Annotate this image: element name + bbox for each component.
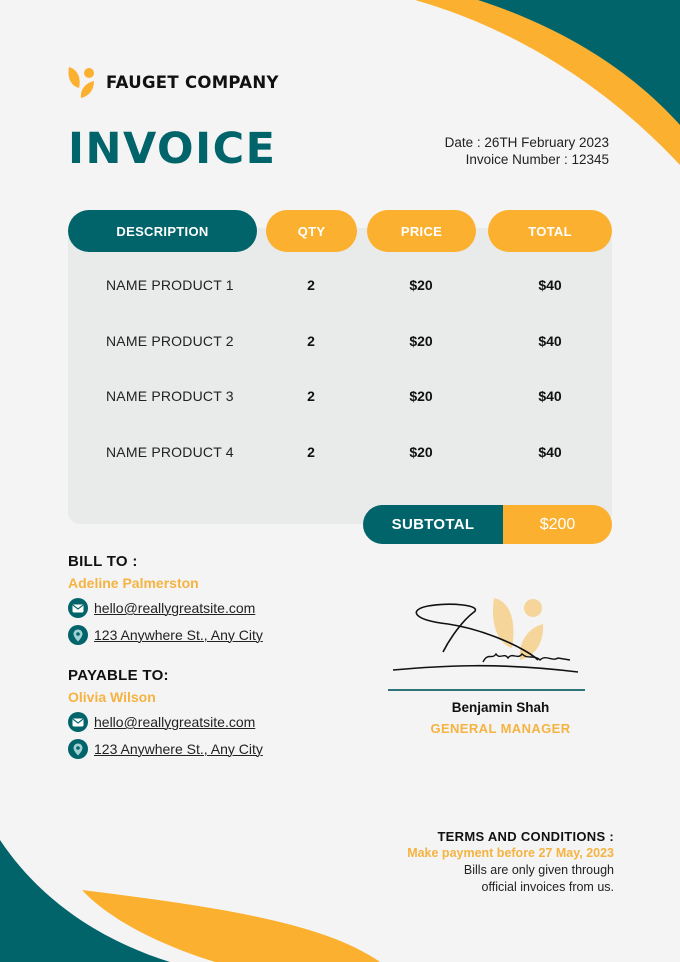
subtotal-bar [363,505,612,544]
payable-to-heading: PAYABLE TO: [68,667,169,684]
cell-total: $40 [538,388,562,404]
invoice-date: Date : 26TH February 2023 [444,135,609,150]
bill-to-address-link[interactable]: 123 Anywhere St., Any City [94,627,263,643]
payable-to-email-line [68,712,263,732]
payable-to-name: Olivia Wilson [68,689,156,705]
bill-to-email-link[interactable]: hello@reallygreatsite.com [94,600,256,616]
cell-price: $20 [409,277,433,293]
location-pin-icon [68,625,88,645]
subtotal-label: SUBTOTAL [363,505,503,544]
subtotal-value: $200 [503,505,612,544]
column-header-total: TOTAL [488,210,612,252]
bill-to-address-line [68,625,263,645]
payable-to-address-line [68,739,263,759]
cell-total: $40 [538,333,562,349]
signer-role: GENERAL MANAGER [430,721,571,736]
cell-qty: 2 [307,333,315,349]
terms-highlight: Make payment before 27 May, 2023 [407,846,614,860]
invoice-number: Invoice Number : 12345 [465,152,609,167]
cell-price: $20 [409,388,433,404]
signer-block [388,700,613,736]
terms-heading: TERMS AND CONDITIONS : [437,829,614,844]
cell-qty: 2 [307,444,315,460]
items-table-panel [68,228,612,524]
signature-line [388,689,585,691]
company-logo [67,66,279,98]
terms-line-1: Bills are only given through [463,863,614,877]
table-row [68,388,612,408]
cell-qty: 2 [307,277,315,293]
cell-qty: 2 [307,388,315,404]
location-pin-icon [68,739,88,759]
company-name: FAUGET COMPANY [106,72,279,92]
payable-to-address-link[interactable]: 123 Anywhere St., Any City [94,741,263,757]
cell-description: NAME PRODUCT 4 [106,444,234,460]
cell-total: $40 [538,444,562,460]
invoice-meta [445,134,609,168]
column-header-qty: QTY [266,210,357,252]
table-row [68,277,612,297]
cell-price: $20 [409,333,433,349]
table-row [68,444,612,464]
cell-description: NAME PRODUCT 2 [106,333,234,349]
terms-section [407,828,614,896]
leaf-logo-icon [67,66,96,98]
table-row [68,333,612,353]
column-header-price: PRICE [367,210,476,252]
signer-name: Benjamin Shah [451,700,550,715]
mail-icon [68,598,88,618]
terms-line-2: official invoices from us. [481,880,614,894]
page-title: INVOICE [68,124,277,174]
cell-total: $40 [538,277,562,293]
payable-to-section [68,667,263,759]
payable-to-email-link[interactable]: hello@reallygreatsite.com [94,714,256,730]
bill-to-heading: BILL TO : [68,553,138,570]
cell-description: NAME PRODUCT 3 [106,388,234,404]
column-header-description: DESCRIPTION [68,210,257,252]
mail-icon [68,712,88,732]
cell-price: $20 [409,444,433,460]
signature-graphic [388,590,586,680]
bill-to-email-line [68,598,263,618]
cell-description: NAME PRODUCT 1 [106,277,234,293]
bill-to-name: Adeline Palmerston [68,575,199,591]
bill-to-section [68,553,263,645]
